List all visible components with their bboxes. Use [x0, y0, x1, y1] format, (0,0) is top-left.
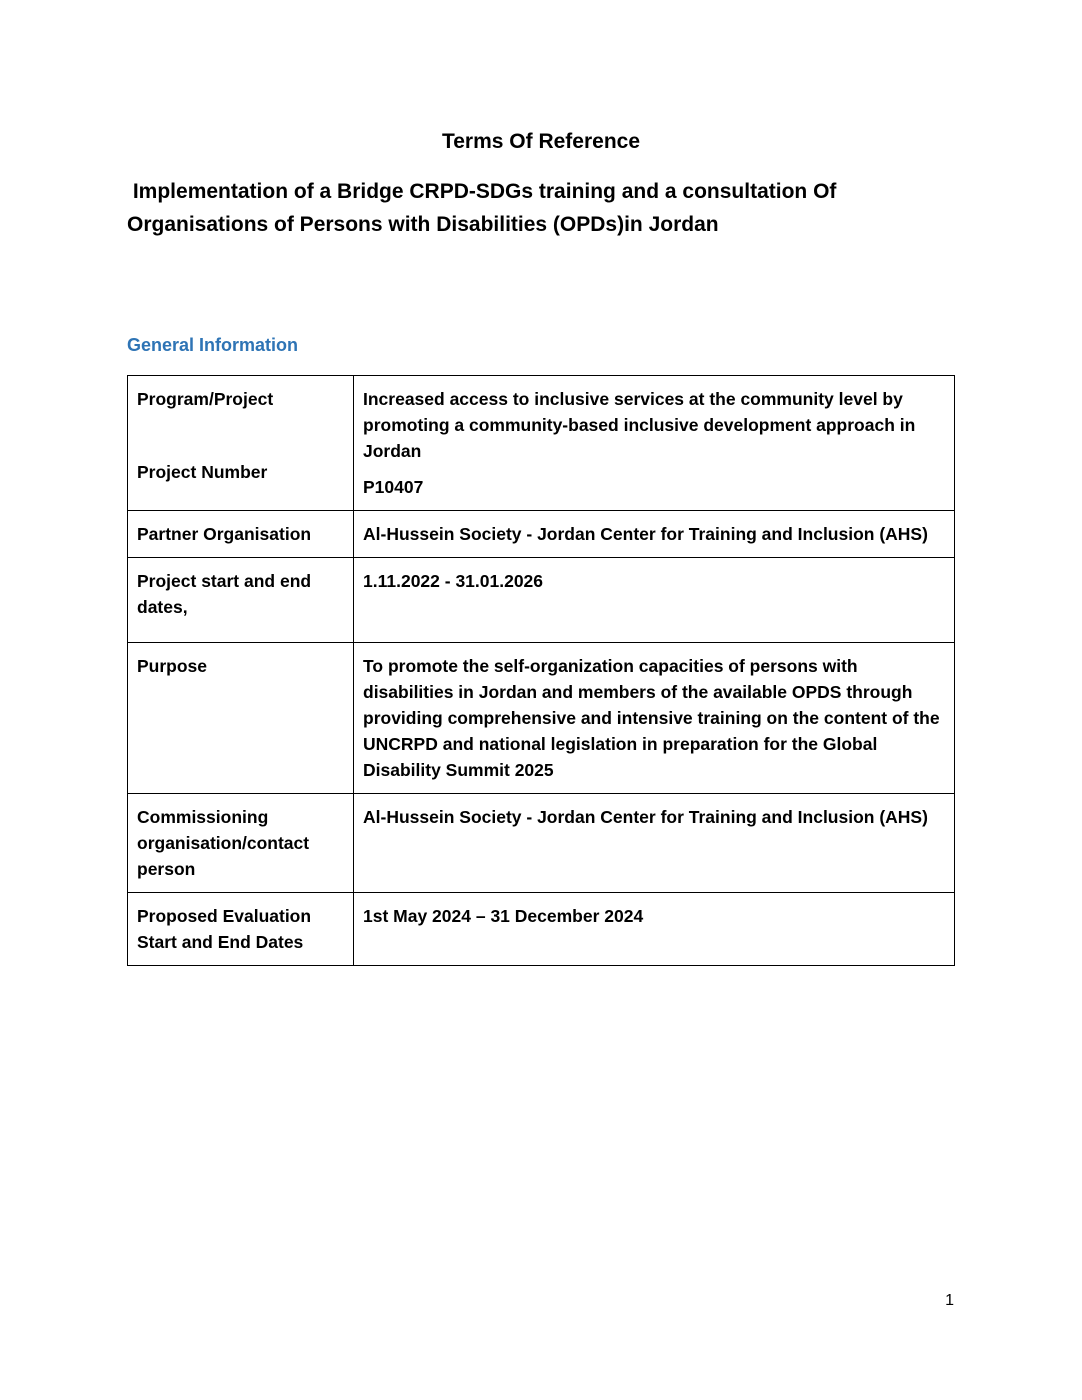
commissioning-value: Al-Hussein Society - Jordan Center for Training and Inclusion (AHS) [354, 794, 955, 893]
evaluation-label: Proposed Evaluation Start and End Dates [128, 893, 354, 966]
project-number-label: Project Number [137, 462, 268, 482]
project-number-value: P10407 [363, 477, 424, 497]
document-title: Terms Of Reference [441, 130, 641, 153]
program-value: Increased access to inclusive services at the community level by promoting a community-based inclusive development approach in Jordan [363, 389, 916, 461]
dates-label: Project start and end dates, [128, 558, 354, 643]
general-information-table [127, 375, 955, 966]
purpose-label: Purpose [128, 643, 354, 794]
document-subtitle: Implementation of a Bridge CRPD-SDGs training and a consultation Of Organisations of Persons with Disabilities (OPDs)in Jordan [127, 180, 843, 236]
table-cell-label [128, 376, 354, 511]
table-row-partner [128, 511, 955, 558]
commissioning-label: Commissioning organisation/contact person [128, 794, 354, 893]
dates-value: 1.11.2022 - 31.01.2026 [354, 558, 955, 643]
table-cell-value [354, 376, 955, 511]
table-row-commissioning [128, 794, 955, 893]
table-row-dates [128, 558, 955, 643]
evaluation-value: 1st May 2024 – 31 December 2024 [354, 893, 955, 966]
partner-value: Al-Hussein Society - Jordan Center for Training and Inclusion (AHS) [354, 511, 955, 558]
table-row-program [128, 376, 955, 511]
section-heading-general-information: General Information [127, 335, 299, 355]
purpose-value: To promote the self-organization capacities of persons with disabilities in Jordan and members of the available OPDS through providing comprehensive and intensive training on the content of the UNCRPD and national legislation in preparation for the Global Disability Summit 2025 [354, 643, 955, 794]
table-row-evaluation [128, 893, 955, 966]
partner-label: Partner Organisation [128, 511, 354, 558]
table-row-purpose [128, 643, 955, 794]
page-number: 1 [945, 1292, 954, 1309]
program-label: Program/Project [137, 389, 274, 409]
